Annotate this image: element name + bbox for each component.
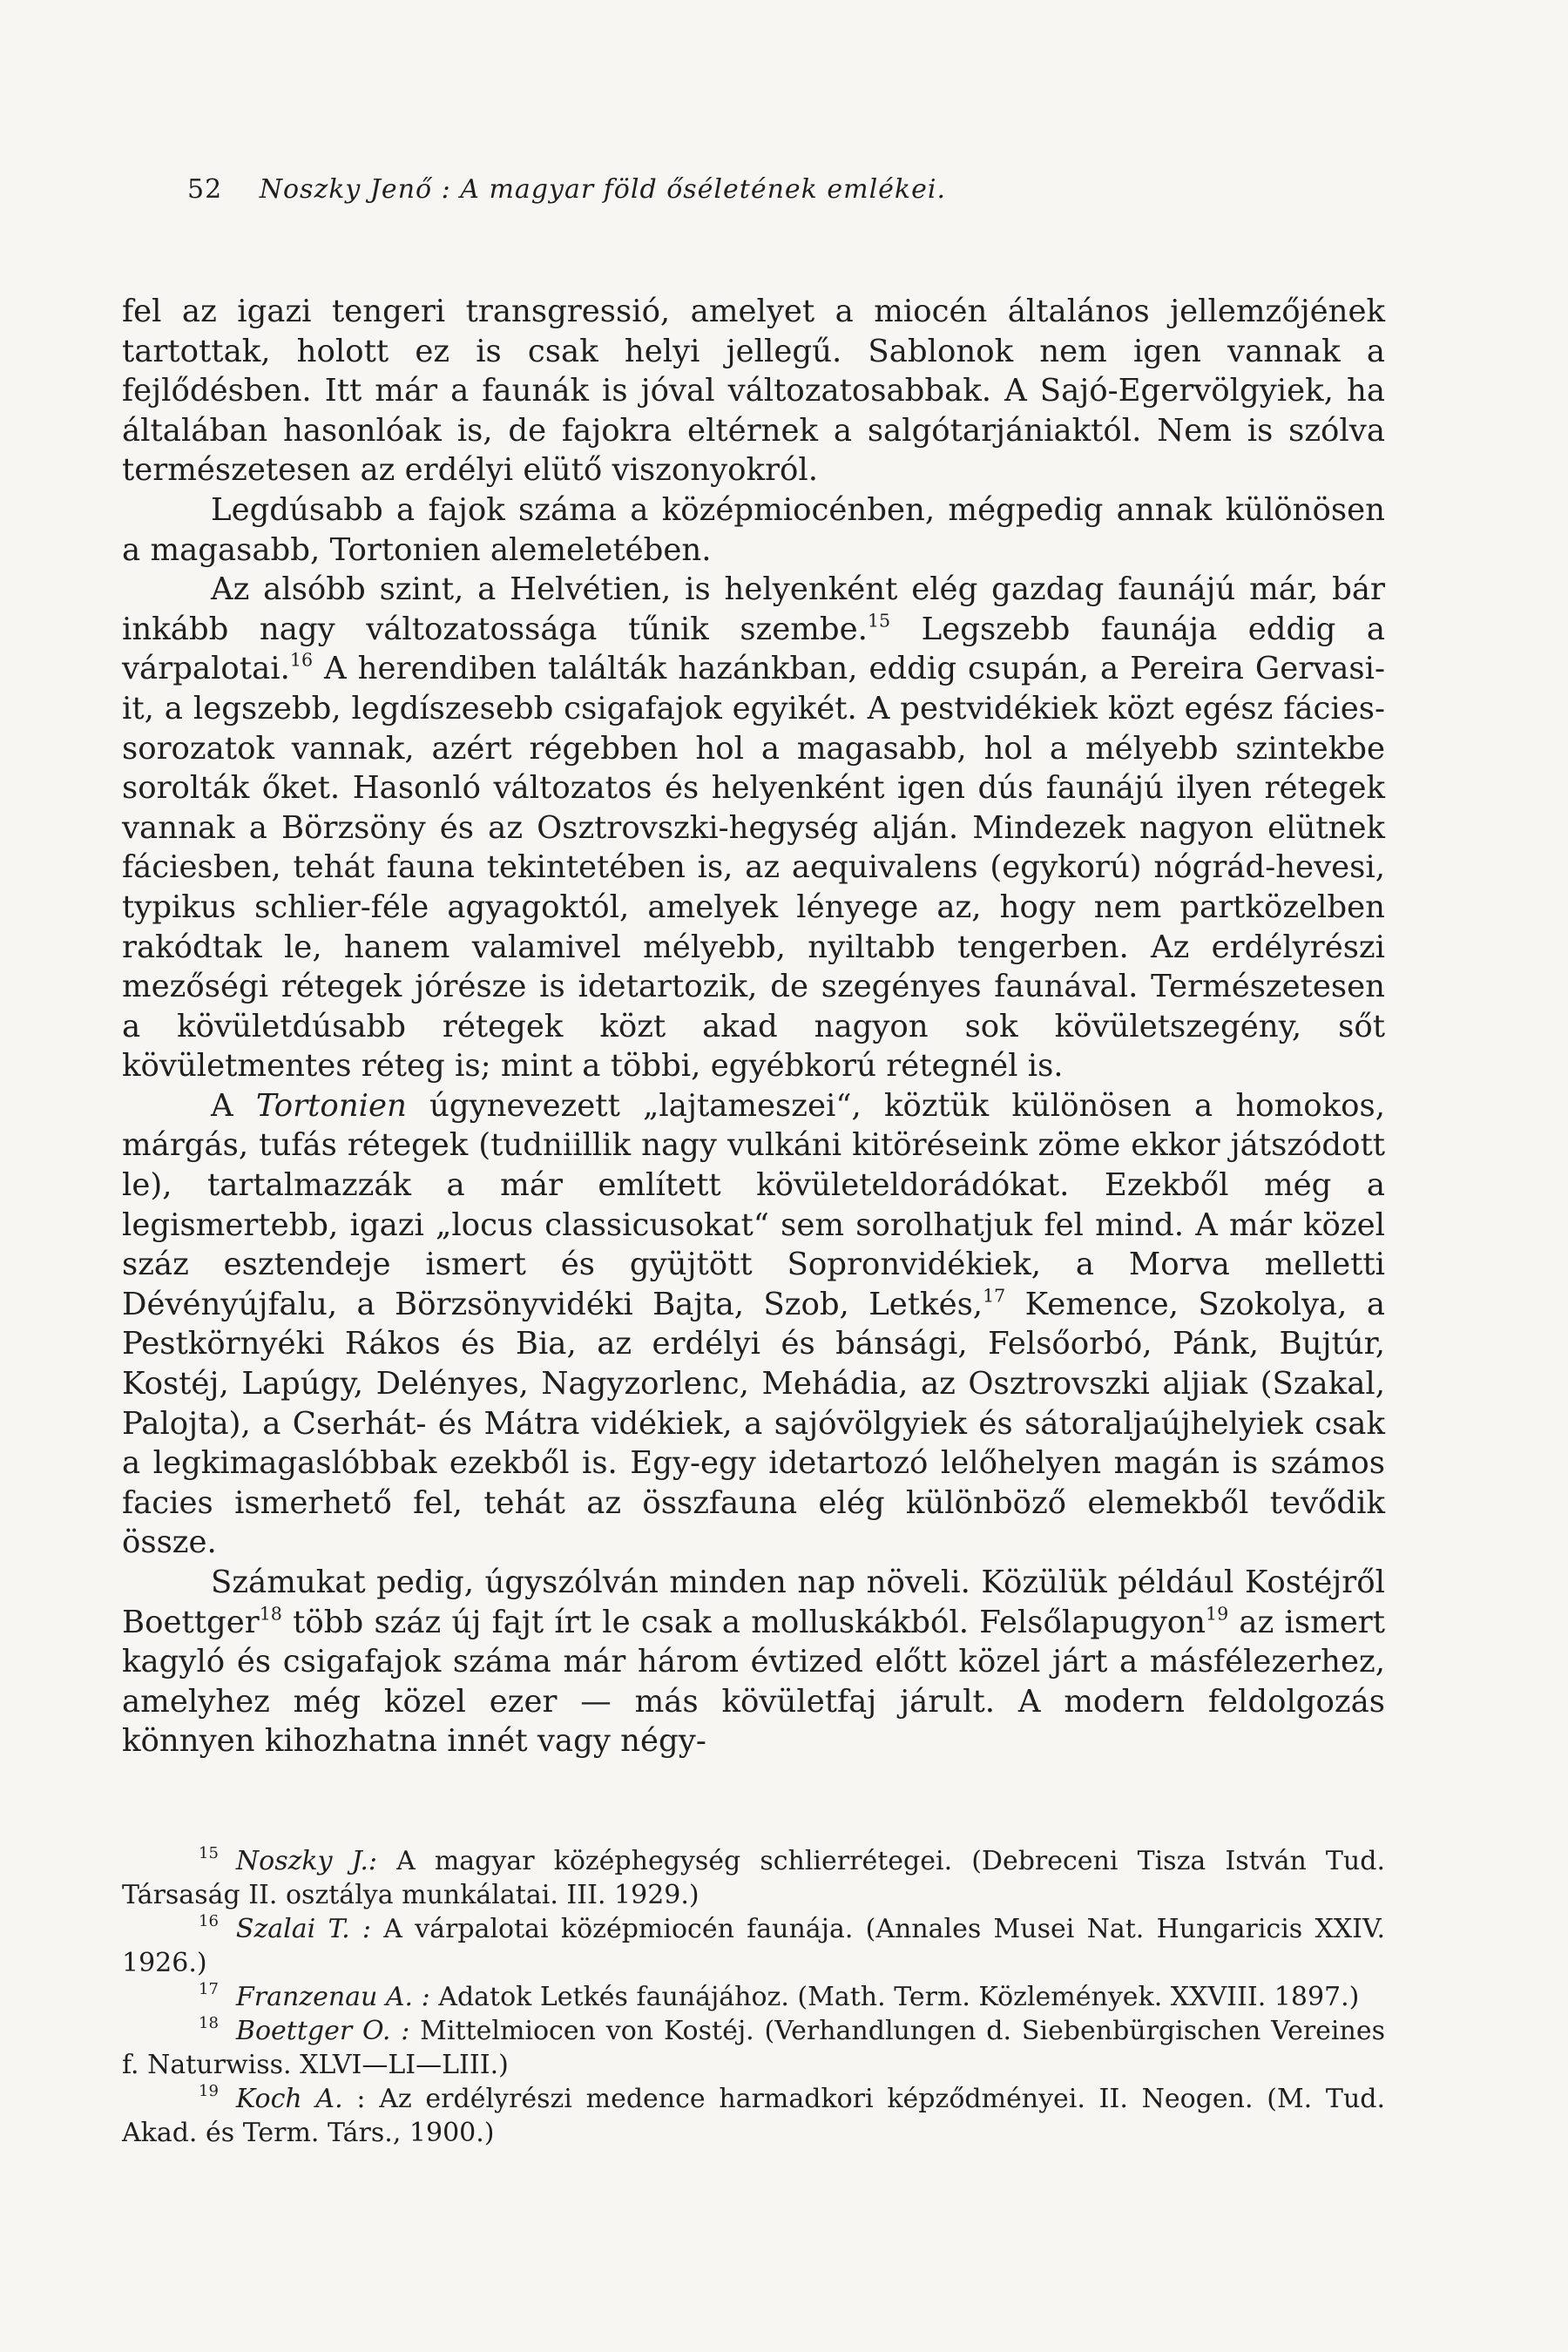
main-text xyxy=(122,292,1385,1761)
text-run: úgynevezett „lajtameszei“, köztük különösen a homokos, márgás, tufás rétegek (tudniillik nagy vulkáni kitöréseink zöme ekkor játszódott le), tartalmazzák a már említett kövületeldorádókat. Ezekből még a legismertebb, igazi „locus classicusokat“ sem sorolhatjuk fel mind. A már közel száz esztendeje ismert és gyüjtött Sopronvidékiek, a Morva melletti Dévényújfalu, a Börzsönyvidéki Bajta, Szob, Letkés, xyxy=(122,1087,1385,1322)
footnote-number: 17 xyxy=(199,1980,219,1999)
footnote-number: 16 xyxy=(199,1912,219,1931)
paragraph xyxy=(122,292,1385,490)
footnote xyxy=(122,1844,1385,1912)
text-run: az ismert kagyló és csigafajok száma már három évtized előtt közel járt a másfélezerhez, amelyhez még közel ezer — más kövületfaj járult. A modern feldolgozás könnyen kihozhatna innét vagy négy- xyxy=(122,1604,1386,1760)
footnote-author: Boettger O. : xyxy=(235,2016,410,2046)
footnote-reference: 16 xyxy=(289,649,314,671)
italic-term: Tortonien xyxy=(255,1087,407,1124)
paragraph xyxy=(122,490,1385,570)
text-run: fel az igazi tengeri transgressió, amelyet a miocén általános jellemzőjének tartottak, holott ez is csak helyi jellegű. Sablonok nem igen vannak a fejlődésben. Itt már a faunák is jóval változatosabbak. A Sajó-Egervölgyiek, ha általában hasonlóak is, de fajokra eltérnek a salgótarjániaktól. Nem is szólva természetesen az erdélyi elütő viszonyokról. xyxy=(122,294,1385,489)
footnote xyxy=(122,2014,1385,2082)
footnote-number: 19 xyxy=(199,2082,219,2101)
running-title: Noszky Jenő : A magyar föld őséletének emlékei. xyxy=(259,174,946,205)
paragraph xyxy=(122,1563,1385,1761)
footnote-author: Noszky J.: xyxy=(235,1846,377,1876)
footnote-author: Szalai T. : xyxy=(235,1914,371,1944)
footnote-author: Franzenau A. : xyxy=(235,1982,430,2012)
paragraph xyxy=(122,1086,1385,1563)
paragraph xyxy=(122,570,1385,1086)
footnote-text: Mittelmiocen von Kostéj. (Verhandlungen d. Siebenbürgischen Vereines f. Naturwiss. XLVI—LI—LIII.) xyxy=(122,2016,1385,2080)
text-run: Az alsóbb szint, a Helvétien, is helyenként elég gazdag faunájú már, bár inkább nagy változatossága tűnik szembe. xyxy=(122,571,1385,647)
text-run: Legszebb faunája eddig a várpalotai. xyxy=(122,611,1385,687)
running-header xyxy=(187,174,946,206)
text-run: Számukat pedig, úgyszólván minden nap növeli. Közülük például Kostéjről Boettger xyxy=(122,1565,1385,1640)
footnote xyxy=(122,1980,1385,2014)
text-run: több száz új fajt írt le csak a molluskákból. Felsőlapugyon xyxy=(281,1604,1206,1640)
page-number: 52 xyxy=(187,174,223,205)
text-run: A herendiben találták hazánkban, eddig csupán, a Pereira Gervasi-it, a legszebb, legdíszesebb csigafajok egyikét. A pestvidékiek közt egész fácies-sorozatok vannak, azért régebben hol a magasabb, hol a mélyebb szintekbe sorolták őket. Hasonló változatos és helyenként igen dús faunájú ilyen rétegek vannak a Börzsöny és az Osztrovszki-hegység alján. Mindezek nagyon elütnek fáciesben, tehát fauna tekintetében is, az aequivalens (egykorú) nógrád-hevesi, typikus schlier-féle agyagoktól, amelyek lényege az, hogy nem partközelben rakódtak le, hanem valamivel mélyebb, nyiltabb tengerben. Az erdélyrészi mezőségi rétegek jórésze is idetartozik, de szegényes faunával. Természetesen a kövületdúsabb rétegek közt akad nagyon sok kövületszegény, sőt kövületmentes réteg is; mint a többi, egyébkorú rétegnél is. xyxy=(122,651,1385,1085)
footnote-text: : Az erdélyrészi medence harmadkori képződményei. II. Neogen. (M. Tud. Akad. és Term. Társ., 1900.) xyxy=(122,2084,1386,2148)
text-run: Legdúsabb a fajok száma a középmiocénben, mégpedig annak különösen a magasabb, Tortonien alemeletében. xyxy=(122,491,1385,568)
footnote xyxy=(122,1912,1385,1980)
footnote-text: Adatok Letkés faunájához. (Math. Term. Közlemények. XXVIII. 1897.) xyxy=(429,1982,1360,2012)
footnote-text: A várpalotai középmiocén faunája. (Annales Musei Nat. Hungaricis XXIV. 1926.) xyxy=(122,1914,1385,1978)
footnote-reference: 17 xyxy=(983,1285,1006,1307)
footnotes xyxy=(122,1844,1385,2150)
footnote xyxy=(122,2082,1385,2150)
footnote-text: A magyar középhegység schlierrétegei. (Debreceni Tisza István Tud. Társaság II. osztálya munkálatai. III. 1929.) xyxy=(122,1846,1385,1910)
footnote-reference: 15 xyxy=(867,610,891,632)
footnote-number: 15 xyxy=(199,1844,219,1863)
footnote-number: 18 xyxy=(199,2014,219,2033)
footnote-reference: 18 xyxy=(259,1603,282,1625)
footnote-reference: 19 xyxy=(1206,1603,1229,1625)
text-run: A xyxy=(211,1087,256,1124)
footnote-author: Koch A. xyxy=(235,2084,343,2114)
text-run: Kemence, Szokolya, a Pestkörnyéki Rákos és Bia, az erdélyi és bánsági, Felsőorbó, Pánk, Bujtúr, Kostéj, Lapúgy, Delényes, Nagyzorlenc, Mehádia, az Osztrovszki aljiak (Szakal, Palojta), a Cserhát- és Mátra vidékiek, a sajóvölgyiek és sátoraljaújhelyiek csak a legkimagaslóbbak ezekből is. Egy-egy idetartozó lelőhelyen magán is számos facies ismerhető fel, tehát az összfauna elég különböző elemekből tevődik össze. xyxy=(122,1286,1385,1561)
